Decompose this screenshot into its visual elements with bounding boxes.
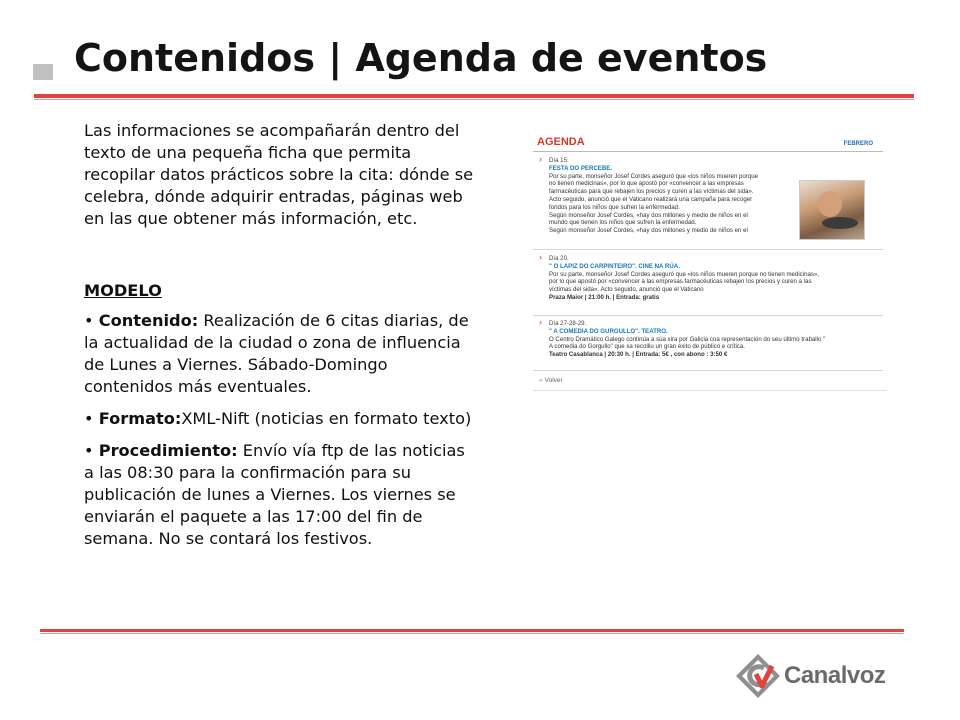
agenda-header: AGENDA xyxy=(537,136,585,148)
event-line: por lo que apostó por «convencer a las empresas farmacéuticas rebajen los precios y curen a las xyxy=(549,278,812,286)
item-contenido: • Contenido: Realización de 6 citas diarias, de la actualidad de la ciudad o zona de influencia de Lunes a Viernes. Sábado-Domingo contenidos más eventuales. xyxy=(84,311,469,396)
intro-paragraph: Las informaciones se acompañarán dentro del texto de una pequeña ficha que permita recopilar datos prácticos sobre la cita: dónde se celebra, dónde adquirir entradas, páginas web en las que obtener más información, etc. xyxy=(84,121,474,228)
chevron-right-icon: › xyxy=(539,154,542,164)
top-divider-thin xyxy=(34,99,914,100)
event-line: no tienen medicinas», por lo que apostó por «convencer a las empresas xyxy=(549,180,744,188)
main-text xyxy=(84,120,479,560)
event-day: Día 27-28-29. xyxy=(549,320,587,327)
event-name[interactable]: FESTA DO PERCEBE. xyxy=(549,164,612,172)
event-day: Día 20. xyxy=(549,255,569,262)
event-divider xyxy=(533,315,883,316)
item-text: Envío vía ftp de las noticias a las 08:30 para la confirmación para su publicación de lunes a Viernes. Los viernes se enviarán el paquete a las 17:00 del fin de semana. No se contará los festivos. xyxy=(84,441,465,548)
logo-text: Canalvoz xyxy=(784,662,886,689)
agenda-screenshot xyxy=(533,132,887,391)
event-line: víctimas del sida». Acto seguido, anunció que el Vaticano xyxy=(549,286,704,294)
event-line: Por su parte, monseñor Josef Cordes aseguró que «los niños mueren porque no tienen medicinas», xyxy=(549,270,819,278)
bottom-divider-thin xyxy=(40,633,904,634)
event-meta: Teatro Casablanca | 20:30 h. | Entrada: 5€ , con abono : 3:50 € xyxy=(549,351,728,359)
agenda-event[interactable] xyxy=(539,317,879,359)
chevron-right-icon: › xyxy=(539,252,542,262)
event-line: fondos para los niños que sufren la enfermedad. xyxy=(549,203,680,211)
item-formato: • Formato:XML-Nift (noticias en formato texto) xyxy=(84,409,472,428)
top-divider xyxy=(34,94,914,98)
event-meta: Praza Maior | 21:00 h. | Entrada: gratis xyxy=(549,293,660,301)
back-label: Volver xyxy=(544,377,563,384)
event-line: Acto seguido, anunció que el Vaticano realizará una campaña para recoger xyxy=(549,195,753,203)
event-divider xyxy=(533,249,883,250)
item-label: Procedimiento: xyxy=(98,441,238,460)
back-link[interactable] xyxy=(539,377,563,384)
event-line: Según monseñor Josef Cordes, «hay dos millones y medio de niños en el xyxy=(549,211,748,219)
event-name[interactable]: " O LAPIZ DO CARPINTEIRO". CINE NA RÚA. xyxy=(549,262,680,270)
agenda-event[interactable] xyxy=(539,252,879,302)
chevron-right-icon: › xyxy=(539,317,542,327)
page-title: Contenidos | Agenda de eventos xyxy=(74,36,768,80)
event-line: Según monseñor Josef Cordes, «hay dos millones y medio de niños en el xyxy=(549,227,748,235)
agenda-month: FEBRERO xyxy=(843,141,873,147)
title-bullet-square xyxy=(33,64,53,80)
event-line: O Centro Dramático Galego continúa a súa xira por Galicia coa representación do seu último traballo " xyxy=(549,335,826,343)
model-heading: MODELO xyxy=(84,281,162,300)
item-label: Formato: xyxy=(98,409,182,428)
item-procedimiento: • Procedimiento: Envío vía ftp de las noticias a las 08:30 para la confirmación para su publicación de lunes a Viernes. Los viernes se enviarán el paquete a las 17:00 del fin de semana. No se contará los festivos. xyxy=(84,441,465,548)
event-divider xyxy=(533,370,883,371)
double-chevron-left-icon: « xyxy=(539,377,543,384)
event-line: farmacéuticas para que rebajen los precios y curen a las víctimas del sida». xyxy=(549,188,754,196)
canalvoz-logo xyxy=(734,652,884,700)
bottom-divider xyxy=(40,629,904,632)
event-photo xyxy=(799,180,865,240)
event-line: mundo que tienen los niños que sufren la enfermedad. xyxy=(549,219,697,227)
event-line: A comedia do Gorgullo" que xa recolliu un gran éxito de público e crítica. xyxy=(549,343,745,351)
event-name[interactable]: " A COMEDIA DO GURGULLO". TEATRO. xyxy=(549,327,668,335)
event-line: Por su parte, monseñor Josef Cordes aseguró que «los niños mueren porque xyxy=(549,172,759,180)
item-label: Contenido: xyxy=(98,311,199,330)
event-day: Día 15: xyxy=(549,157,569,164)
canalvoz-logo-icon xyxy=(734,652,782,700)
agenda-header-divider xyxy=(533,151,883,152)
item-text: Realización de 6 citas diarias, de la actualidad de la ciudad o zona de influencia de Lunes a Viernes. Sábado-Domingo contenidos más eventuales. xyxy=(84,311,469,396)
item-text: XML-Nift (noticias en formato texto) xyxy=(181,409,472,428)
